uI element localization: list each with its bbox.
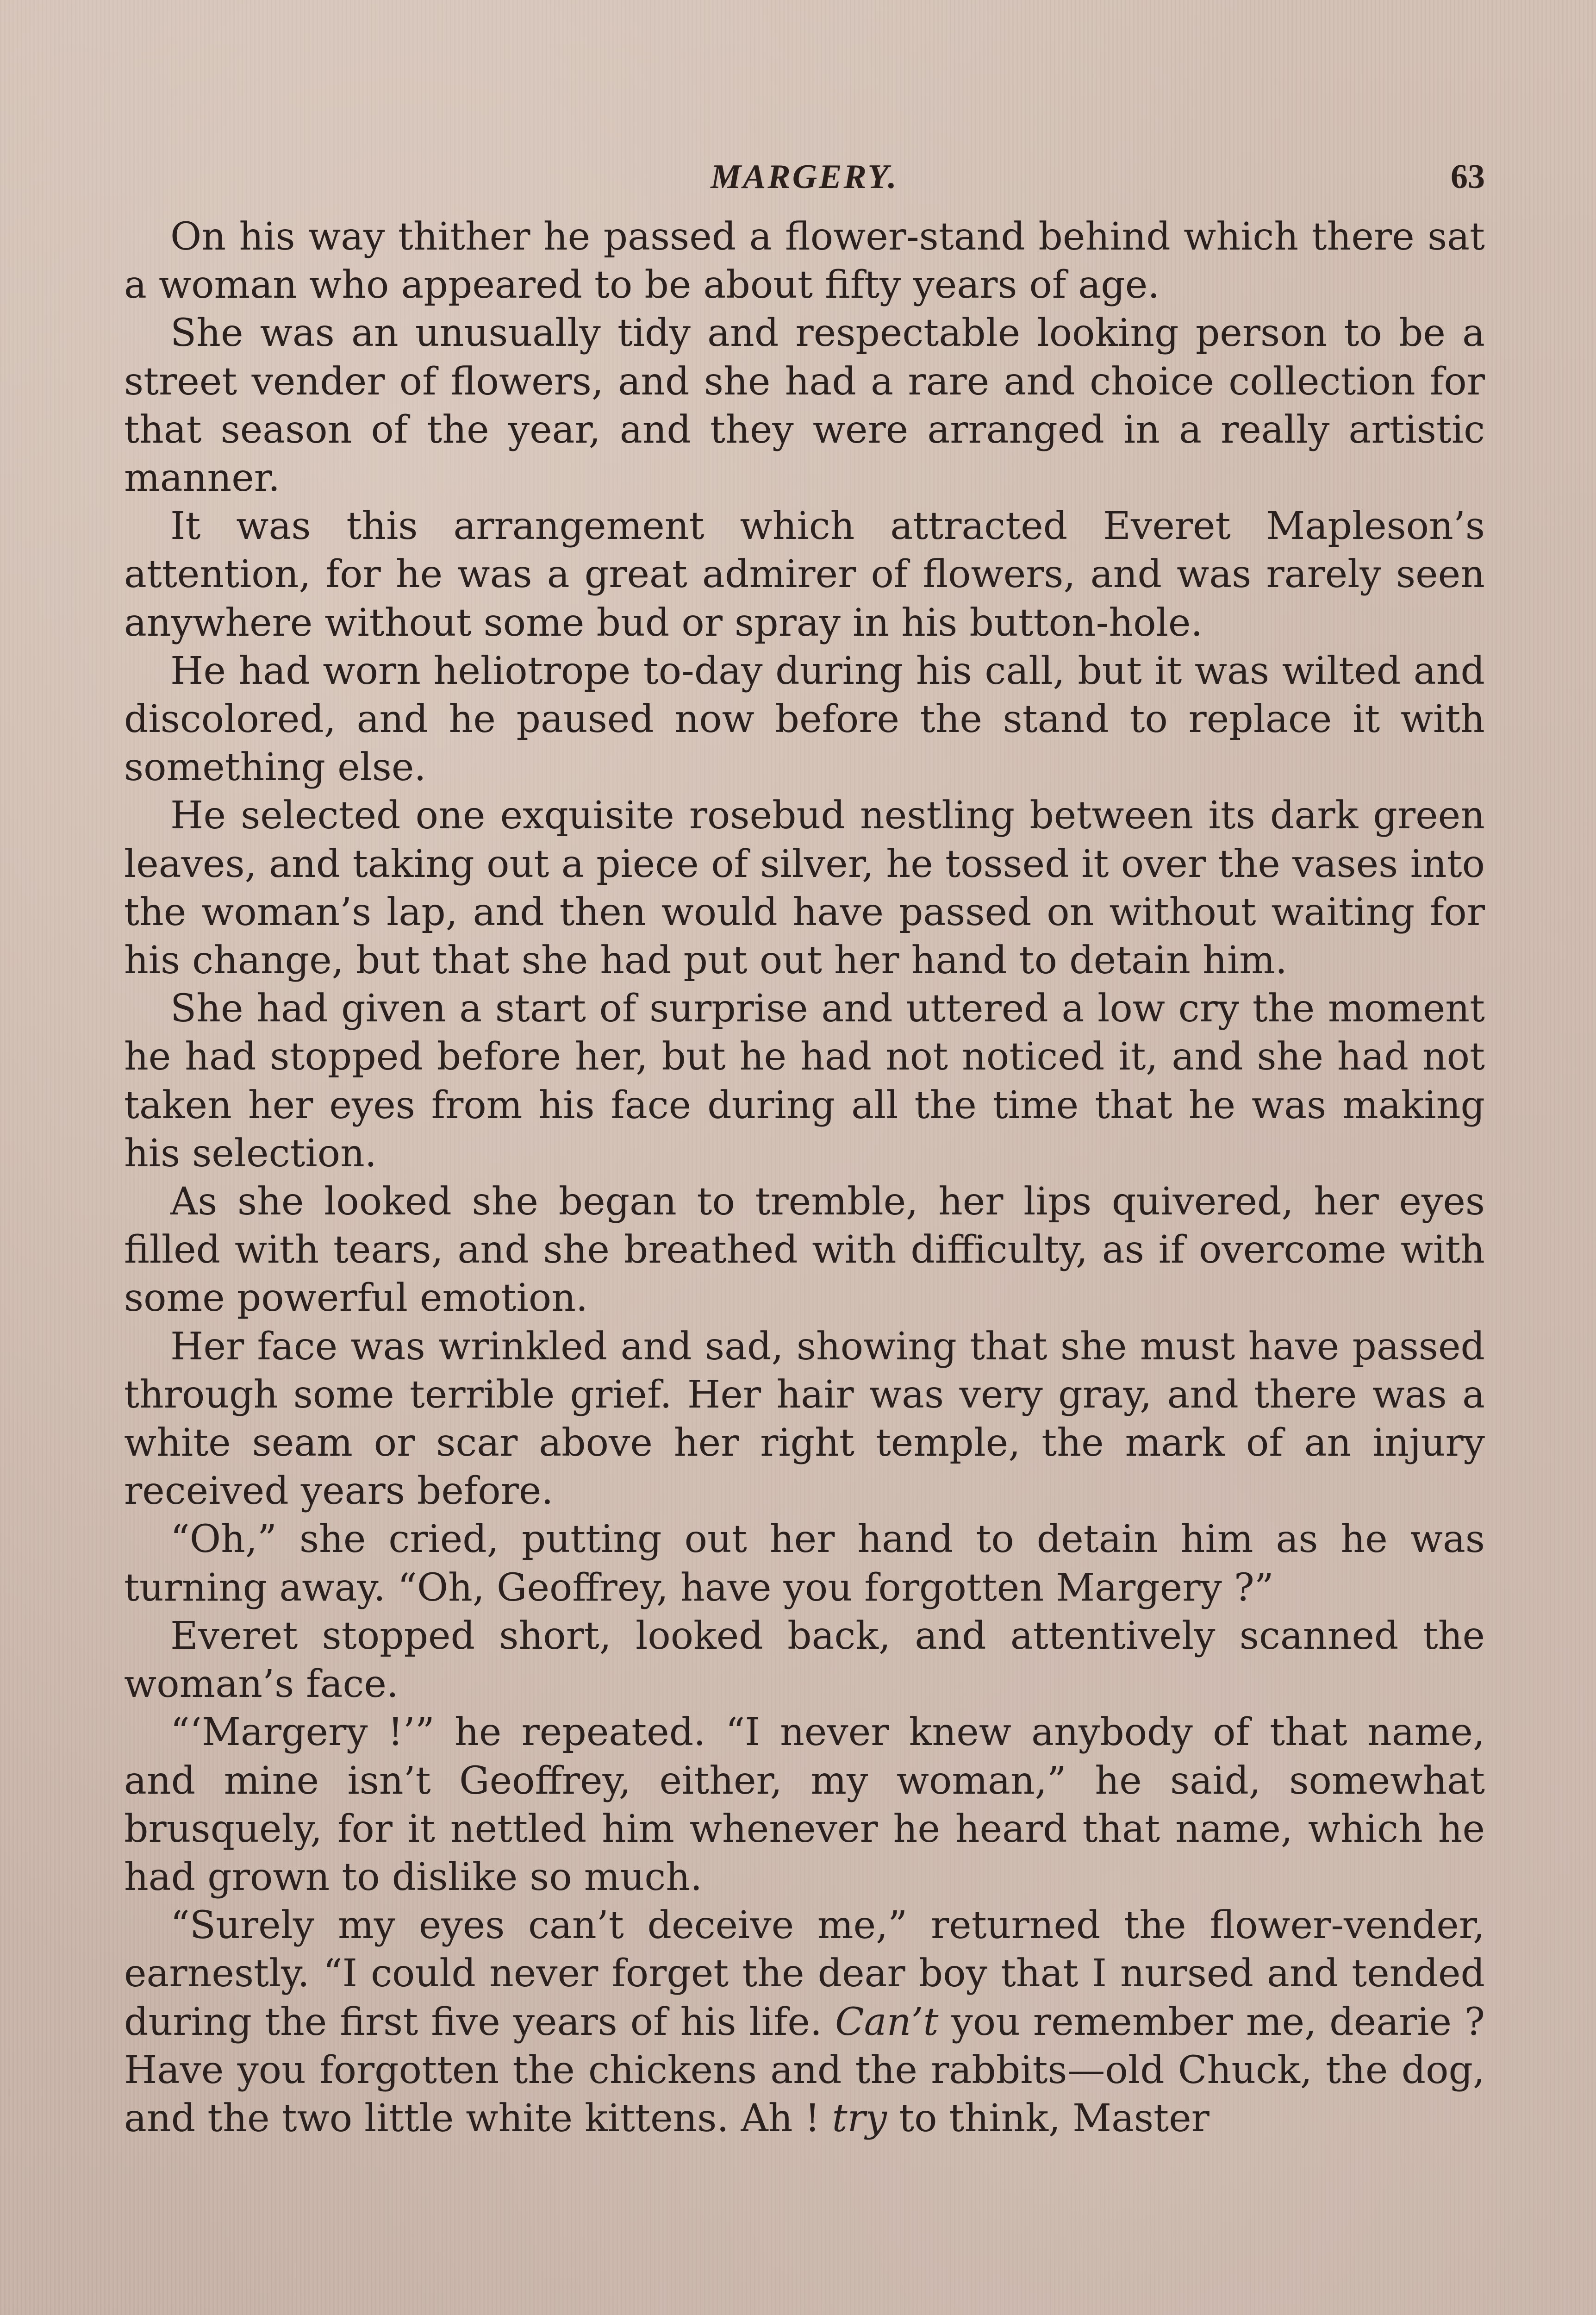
paragraph-text: Everet stopped short, looked back, and attentively scanned the woman’s face. <box>124 1614 1485 1707</box>
paragraph-text: He selected one exquisite rosebud nestling between its dark green leaves, and taking out a piece of silver, he tossed it over the vases into the woman’s lap, and then would have passed on without waiting for his change, but that she had put out her hand to detain him. <box>124 794 1485 983</box>
paragraph-text: On his way thither he passed a flower-stand behind which there sat a woman who appeared to be about fifty years of age. <box>124 215 1485 307</box>
paragraph-11 <box>124 1708 1485 1902</box>
page-number: 63 <box>1451 158 1485 196</box>
paragraph-text: It was this arrangement which attracted Everet Mapleson’s attention, for he was a great admirer of flowers, and was rarely seen anywhere without some bud or spray in his button-hole. <box>124 504 1485 645</box>
paragraph-text: Her face was wrinkled and sad, showing that she must have passed through some terrible grief. Her hair was very gray, and there was a white seam or scar above her right temple, the mark of an injury received years before. <box>124 1324 1485 1514</box>
paragraph-text: “Surely my eyes can’t deceive me,” returned the flower-vender, earnestly. “I could never forget the dear boy that I nursed and tended during the first five years of his life. <box>124 1903 1485 2044</box>
paragraph-text: “‘Margery !’” he repeated. “I never knew anybody of that name, and mine isn’t Geoffrey, either, my woman,” he said, somewhat brusquely, for it nettled him whenever he heard that name, which he had grown to dislike so much. <box>124 1710 1485 1899</box>
paragraph-5 <box>124 792 1485 985</box>
paragraph-12 <box>124 1902 1485 2143</box>
paragraph-text: you remember me, dearie ? Have you forgotten the chickens and the rabbits—old Chuck, the dog, and the two little white kittens. Ah ! <box>124 2000 1485 2140</box>
paragraph-text: She had given a start of surprise and uttered a low cry the moment he had stopped before her, but he had not noticed it, and she had not taken her eyes from his face during all the time that he was making his selection. <box>124 987 1485 1176</box>
paragraph-text: He had worn heliotrope to-day during his call, but it was wilted and discolored, and he paused now before the stand to replace it with something else. <box>124 649 1485 790</box>
italic-text: Can’t <box>835 2000 939 2044</box>
running-head <box>124 157 1485 204</box>
paragraph-text: “Oh,” she cried, putting out her hand to detain him as he was turning away. “Oh, Geoffrey, have you forgotten Margery ?” <box>124 1517 1485 1610</box>
paragraph-2 <box>124 309 1485 502</box>
paragraph-9 <box>124 1515 1485 1612</box>
italic-text: try <box>832 2096 887 2140</box>
paragraph-1 <box>124 213 1485 309</box>
paragraph-8 <box>124 1323 1485 1516</box>
running-title: MARGERY. <box>711 158 898 196</box>
paragraph-text: She was an unusually tidy and respectable looking person to be a street vender of flowers, and she had a rare and choice collection for that season of the year, and they were arranged in a really artistic manner. <box>124 311 1485 501</box>
paragraph-10 <box>124 1612 1485 1708</box>
book-page <box>124 157 1485 2143</box>
paragraph-4 <box>124 647 1485 792</box>
body-text <box>124 213 1485 2143</box>
paragraph-3 <box>124 502 1485 647</box>
paragraph-7 <box>124 1178 1485 1323</box>
paragraph-6 <box>124 985 1485 1178</box>
paragraph-text: to think, Master <box>887 2096 1209 2140</box>
paragraph-text: As she looked she began to tremble, her lips quivered, her eyes filled with tears, and she breathed with difficulty, as if overcome with some powerful emotion. <box>124 1180 1485 1320</box>
